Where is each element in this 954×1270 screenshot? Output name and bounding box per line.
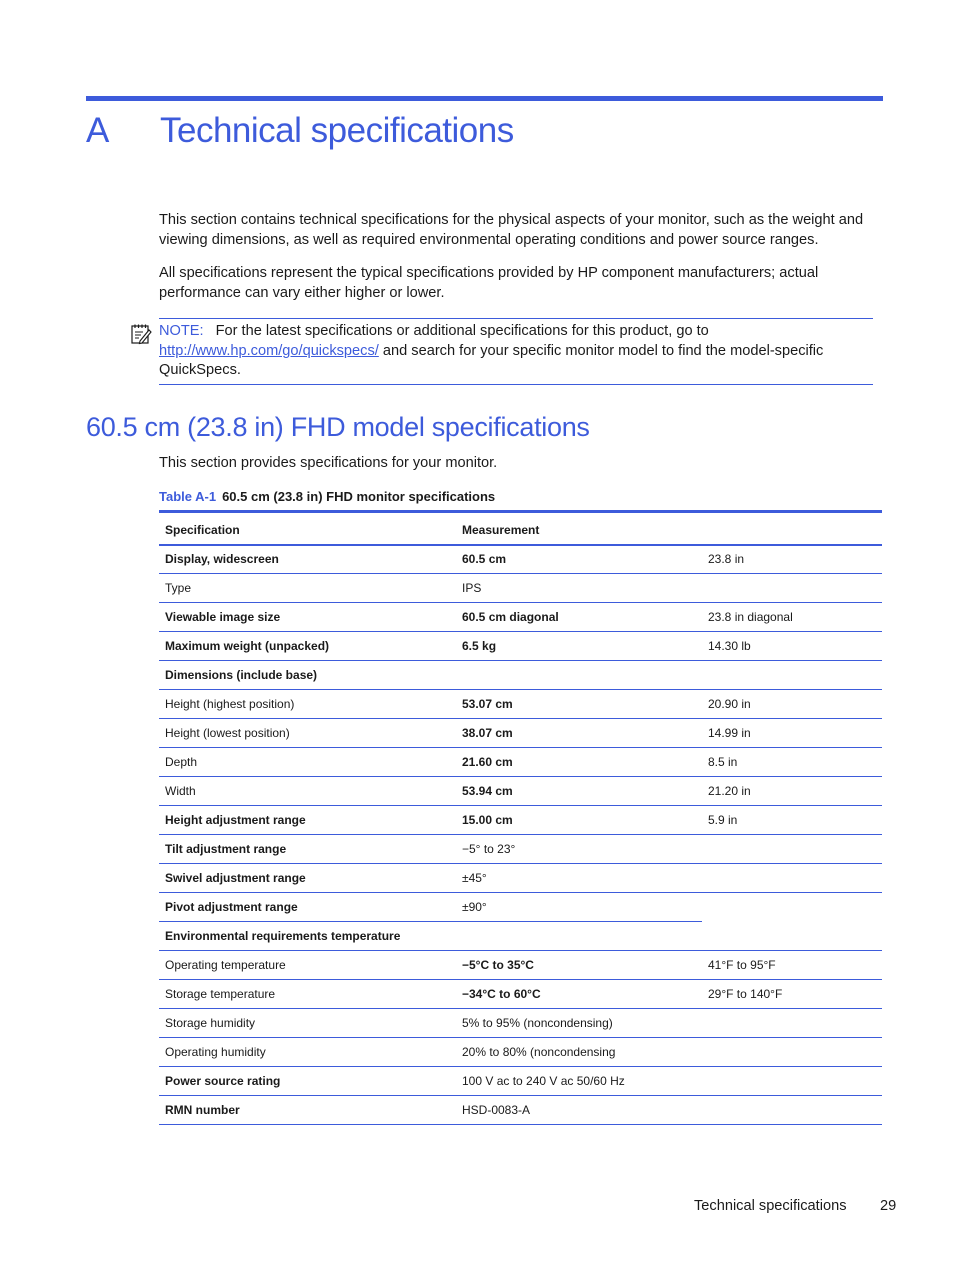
- spec-name: Maximum weight (unpacked): [159, 632, 456, 661]
- spec-imperial: 21.20 in: [702, 777, 882, 806]
- spec-imperial: [702, 893, 882, 922]
- chapter-title: Technical specifications: [160, 111, 514, 150]
- spec-imperial: 29°F to 140°F: [702, 980, 882, 1009]
- disclaimer-paragraph: All specifications represent the typical specifications provided by HP component manufacturers; actual performance can vary either higher or lower.: [159, 265, 819, 301]
- table-row: [159, 748, 882, 777]
- spec-imperial: [702, 922, 882, 951]
- table-row: [159, 835, 882, 864]
- specifications-table: [159, 510, 882, 1125]
- header-specification: Specification: [159, 512, 456, 545]
- table-caption-label: Table A-1: [159, 489, 217, 504]
- table-row: [159, 603, 882, 632]
- spec-imperial: 23.8 in diagonal: [702, 603, 882, 632]
- spec-name: Height (highest position): [159, 690, 456, 719]
- spec-metric: 38.07 cm: [456, 719, 702, 748]
- table-row: [159, 661, 882, 690]
- spec-imperial: [702, 574, 882, 603]
- table-row: [159, 864, 882, 893]
- table-caption-title: 60.5 cm (23.8 in) FHD monitor specifications: [222, 489, 496, 504]
- spec-imperial: [702, 1009, 882, 1038]
- footer-title: Technical specifications: [694, 1198, 847, 1214]
- section-title: 60.5 cm (23.8 in) FHD model specifications: [86, 412, 590, 442]
- spec-name: Swivel adjustment range: [159, 864, 456, 893]
- table-row: [159, 719, 882, 748]
- table-row: [159, 951, 882, 980]
- spec-metric: ±45°: [456, 864, 702, 893]
- table-header-row: [159, 512, 882, 545]
- table-row: [159, 1009, 882, 1038]
- spec-imperial: [702, 1096, 882, 1125]
- spec-name: Width: [159, 777, 456, 806]
- spec-name: Dimensions (include base): [159, 661, 456, 690]
- spec-metric: 6.5 kg: [456, 632, 702, 661]
- header-measurement: Measurement: [456, 512, 702, 545]
- spec-name: Pivot adjustment range: [159, 893, 456, 922]
- spec-name: Power source rating: [159, 1067, 456, 1096]
- spec-metric: 20% to 80% (noncondensing: [456, 1038, 702, 1067]
- chapter-letter: A: [86, 111, 110, 150]
- spec-imperial: 14.30 lb: [702, 632, 882, 661]
- table-row: [159, 980, 882, 1009]
- spec-imperial: [702, 661, 882, 690]
- spec-metric: 100 V ac to 240 V ac 50/60 Hz: [456, 1067, 702, 1096]
- note-icon: [130, 323, 152, 345]
- spec-metric: 53.94 cm: [456, 777, 702, 806]
- table-row: [159, 1096, 882, 1125]
- table-row: [159, 545, 882, 574]
- spec-name: Environmental requirements temperature: [159, 922, 456, 951]
- note-text-before: For the latest specifications or additional specifications for this product, go to: [215, 323, 709, 339]
- spec-metric: [456, 922, 702, 951]
- spec-metric: 15.00 cm: [456, 806, 702, 835]
- spec-imperial: 23.8 in: [702, 545, 882, 574]
- note-label: NOTE:: [159, 323, 204, 339]
- spec-name: Operating humidity: [159, 1038, 456, 1067]
- spec-metric: IPS: [456, 574, 702, 603]
- spec-name: Height (lowest position): [159, 719, 456, 748]
- spec-metric: HSD-0083-A: [456, 1096, 702, 1125]
- page-number: 29: [880, 1198, 897, 1214]
- spec-metric: −34°C to 60°C: [456, 980, 702, 1009]
- spec-name: Storage temperature: [159, 980, 456, 1009]
- spec-name: Tilt adjustment range: [159, 835, 456, 864]
- spec-name: Type: [159, 574, 456, 603]
- spec-metric: [456, 661, 702, 690]
- spec-imperial: 5.9 in: [702, 806, 882, 835]
- spec-metric: 60.5 cm: [456, 545, 702, 574]
- spec-metric: 5% to 95% (noncondensing): [456, 1009, 702, 1038]
- spec-imperial: 20.90 in: [702, 690, 882, 719]
- spec-name: Operating temperature: [159, 951, 456, 980]
- table-row: [159, 632, 882, 661]
- note-text: [159, 322, 873, 381]
- spec-name: Display, widescreen: [159, 545, 456, 574]
- header-imperial: [702, 512, 882, 545]
- table-row: [159, 777, 882, 806]
- spec-imperial: [702, 1038, 882, 1067]
- spec-metric: 53.07 cm: [456, 690, 702, 719]
- table-row: [159, 1067, 882, 1096]
- spec-metric: 60.5 cm diagonal: [456, 603, 702, 632]
- spec-imperial: 41°F to 95°F: [702, 951, 882, 980]
- spec-imperial: [702, 835, 882, 864]
- spec-name: Storage humidity: [159, 1009, 456, 1038]
- note-text-after: and search for your specific monitor model to find the model-specific QuickSpecs.: [159, 342, 824, 378]
- table-row: [159, 1038, 882, 1067]
- chapter-rule: [86, 96, 883, 101]
- spec-imperial: [702, 864, 882, 893]
- spec-name: Depth: [159, 748, 456, 777]
- spec-imperial: 8.5 in: [702, 748, 882, 777]
- table-row: [159, 922, 882, 951]
- intro-paragraph: This section contains technical specifications for the physical aspects of your monitor, such as the weight and viewing dimensions, as well as required environmental operating conditions and power source ranges.: [159, 212, 864, 248]
- quickspecs-link[interactable]: http://www.hp.com/go/quickspecs/: [159, 342, 379, 359]
- spec-name: Viewable image size: [159, 603, 456, 632]
- spec-imperial: [702, 1067, 882, 1096]
- table-row: [159, 893, 882, 922]
- spec-metric: 21.60 cm: [456, 748, 702, 777]
- spec-metric: ±90°: [456, 893, 702, 922]
- table-caption: [159, 488, 495, 506]
- spec-name: Height adjustment range: [159, 806, 456, 835]
- spec-name: RMN number: [159, 1096, 456, 1125]
- note-box: [159, 318, 873, 385]
- table-row: [159, 690, 882, 719]
- table-row: [159, 806, 882, 835]
- spec-metric: −5° to 23°: [456, 835, 702, 864]
- section-intro: This section provides specifications for your monitor.: [159, 455, 498, 471]
- spec-metric: −5°C to 35°C: [456, 951, 702, 980]
- table-row: [159, 574, 882, 603]
- spec-imperial: 14.99 in: [702, 719, 882, 748]
